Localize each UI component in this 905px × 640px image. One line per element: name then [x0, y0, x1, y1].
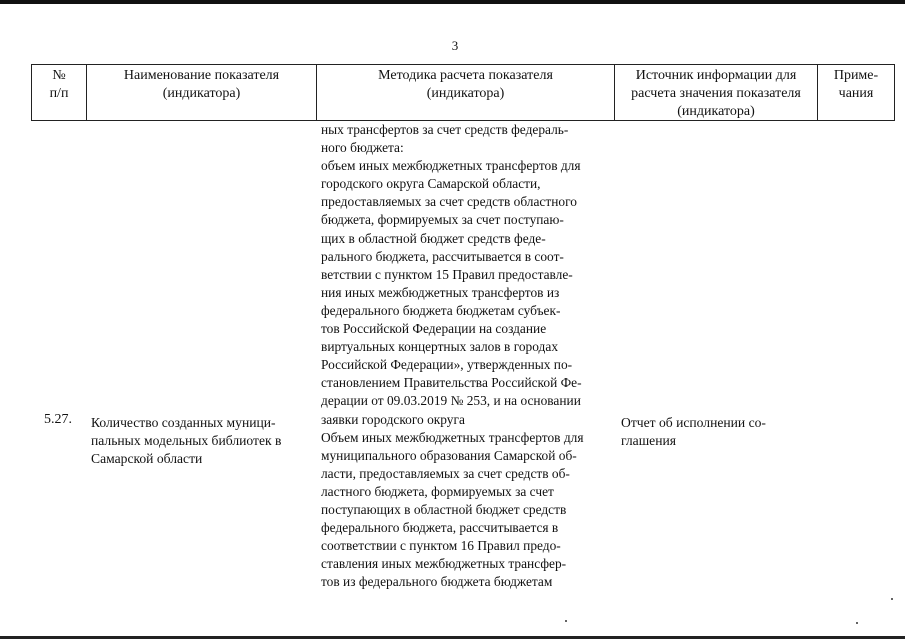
- calculation-method-text: [321, 121, 609, 591]
- method-line: муниципального образования Самарской об-: [321, 447, 577, 463]
- method-line: соответствии с пунктом 16 Правил предо-: [321, 538, 561, 554]
- method-line: федерального бюджета, рассчитывается в: [321, 520, 559, 536]
- method-line: Российской Федерации», утвержденных по-: [321, 357, 573, 373]
- header-number: [32, 67, 86, 103]
- header-indicator-name-line: Наименование показателя: [123, 68, 280, 83]
- page-number: 3: [451, 38, 459, 53]
- method-line: предоставляемых за счет средств областного: [321, 194, 577, 210]
- row-number: 5.27.: [44, 412, 72, 427]
- indicator-name: [91, 414, 313, 468]
- method-line: дерации от 09.03.2019 № 253, и на основании: [321, 393, 581, 409]
- header-information-source-line: расчета значения показателя: [631, 86, 801, 101]
- scan-speck: [565, 620, 567, 622]
- header-indicator-name: [87, 67, 316, 103]
- header-information-source-line: (индикатора): [677, 104, 755, 119]
- method-line: ставления иных межбюджетных трансфер-: [321, 556, 567, 572]
- method-line: поступающих в областной бюджет средств: [321, 501, 567, 517]
- scan-top-border: [0, 0, 905, 4]
- method-line: щих в областной бюджет средств феде-: [321, 230, 546, 246]
- header-calculation-method-line: (индикатора): [426, 86, 505, 101]
- method-line: рального бюджета, рассчитывается в соот-: [321, 248, 564, 264]
- header-number-line: №: [52, 68, 66, 83]
- table-top-border: [31, 64, 895, 65]
- method-line: городского округа Самарской области,: [321, 176, 541, 192]
- header-number-line: п/п: [49, 86, 69, 101]
- method-line: тов из федерального бюджета бюджетам: [321, 574, 553, 590]
- method-line: объем иных межбюджетных трансфертов для: [321, 158, 581, 174]
- information-source-line: Отчет об исполнении со-: [621, 415, 766, 430]
- header-indicator-name-line: (индикатора): [162, 86, 241, 101]
- method-line: ного бюджета:: [321, 140, 404, 156]
- method-line: ластного бюджета, формируемых за счет: [321, 483, 554, 499]
- scan-speck: [856, 622, 858, 624]
- method-line: бюджета, формируемых за счет поступаю-: [321, 212, 564, 228]
- scan-bottom-border: [0, 636, 905, 639]
- header-divider: [894, 64, 895, 121]
- method-line: ласти, предоставляемых за счет средств об-: [321, 465, 570, 481]
- method-line: Объем иных межбюджетных трансфертов для: [321, 429, 584, 445]
- method-line: виртуальных концертных залов в городах: [321, 339, 559, 355]
- scan-speck: [891, 598, 893, 600]
- method-line: тов Российской Федерации на создание: [321, 321, 547, 337]
- method-line: ветствии с пунктом 15 Правил предоставле-: [321, 266, 573, 282]
- header-information-source: [615, 67, 817, 121]
- indicator-name-line: Количество созданных муници-: [91, 415, 276, 430]
- indicator-name-line: пальных модельных библиотек в: [91, 433, 282, 448]
- header-notes-line: Приме-: [833, 68, 879, 83]
- header-notes: [818, 67, 894, 103]
- header-calculation-method: [317, 67, 614, 103]
- header-calculation-method-line: Методика расчета показателя: [378, 68, 553, 83]
- indicator-name-line: Самарской области: [91, 451, 203, 466]
- header-notes-line: чания: [838, 86, 874, 101]
- header-information-source-line: Источник информации для: [635, 68, 797, 83]
- information-source-line: глашения: [621, 433, 677, 448]
- method-line: ных трансфертов за счет средств федераль-: [321, 122, 569, 137]
- method-line: заявки городского округа: [321, 411, 465, 427]
- method-line: ния иных межбюджетных трансфертов из: [321, 284, 560, 300]
- method-line: становлением Правительства Российской Фе-: [321, 375, 582, 391]
- information-source: [621, 414, 811, 450]
- method-line: федерального бюджета бюджетам субъек-: [321, 302, 561, 318]
